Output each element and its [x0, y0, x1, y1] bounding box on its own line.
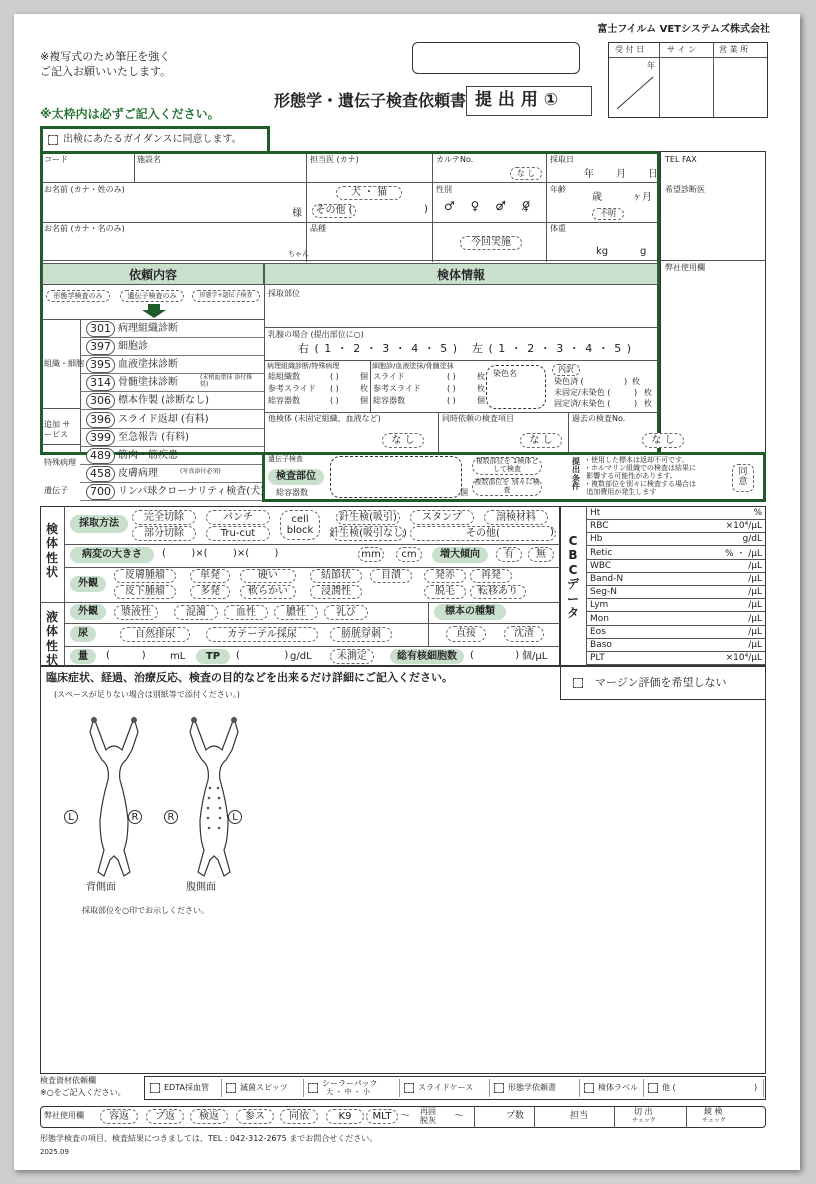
- stain-box[interactable]: [486, 365, 546, 409]
- species-other[interactable]: その他 (: [312, 204, 356, 218]
- age-years: 歳: [592, 192, 602, 203]
- material-5[interactable]: [582, 1079, 644, 1097]
- cbc-row-WBC[interactable]: [587, 560, 765, 573]
- method-opt2-0[interactable]: 部分切除: [132, 526, 196, 541]
- volume-input[interactable]: ( ): [106, 650, 146, 661]
- group-tissue: 組織・細胞: [44, 359, 84, 368]
- mark-note: 採取部位を○印でお示しください。: [82, 906, 209, 915]
- histo-row-input-2[interactable]: ( ): [330, 396, 339, 405]
- stain-row-input-1[interactable]: ): [634, 388, 638, 397]
- cbc-name-PLT: PLT: [590, 653, 605, 664]
- appearance-opt-5[interactable]: 発赤: [424, 569, 466, 583]
- histo-row-input-0[interactable]: ( ): [330, 372, 339, 381]
- office-use-label: 弊社使用欄: [665, 263, 705, 272]
- gene-containers-label: 総容器数: [276, 488, 308, 497]
- stain-row-input-2[interactable]: ): [634, 399, 638, 408]
- growth-yes[interactable]: 有: [496, 547, 522, 562]
- unit-cm[interactable]: cm: [396, 547, 422, 562]
- copy-label-box: [466, 86, 592, 116]
- nucleated-unit: 個/μL: [522, 651, 548, 662]
- arrow-down-icon: [142, 304, 166, 318]
- histo-row-label-1: 参考スライド: [268, 384, 316, 393]
- material-checkbox-6[interactable]: [648, 1083, 658, 1093]
- test-code-395: 395: [86, 357, 115, 373]
- reception-box: [608, 42, 768, 118]
- cbc-unit-RBC: ×10⁴/μL: [725, 521, 762, 532]
- method-opt-1[interactable]: パンチ: [206, 510, 270, 525]
- breakdown-label: 内訳: [552, 364, 580, 376]
- code-label: コード: [44, 155, 68, 164]
- tp-input[interactable]: ( ): [236, 650, 289, 661]
- test-code-314: 314: [86, 375, 115, 391]
- company-name: 富士フイルム VETシステムズ株式会社: [597, 24, 770, 35]
- chan-label: ちゃん: [288, 250, 309, 258]
- owner-label: お名前 (カナ・姓のみ): [44, 185, 125, 194]
- dog-diagram: [64, 710, 244, 900]
- condition-text: ・使用した標本は返却不可です。 ・ホルマリン組織での検査は結果に 影響する可能性があります。 ・複数部位を別々に検査する場合は 追加費用が発生します: [584, 456, 696, 497]
- cbc-unit-Ht: %: [753, 508, 762, 518]
- clinical-label: 臨床症状、経過、治療反応、検査の目的などを出来るだけ詳細にご記入ください。: [46, 671, 453, 684]
- vet-label: 希望診断医: [665, 185, 705, 194]
- material-label-5: 検体ラベル: [598, 1083, 638, 1092]
- material-label-0: EDTA採血管: [164, 1083, 209, 1092]
- stain-label: 染色名: [493, 369, 517, 378]
- fluid-props-label: 液体性状: [45, 610, 58, 668]
- material-6[interactable]: [646, 1079, 764, 1097]
- request-morph-only[interactable]: 形態学検査のみ: [46, 290, 110, 302]
- tilde-left: ～: [400, 1111, 410, 1122]
- species-other-end: ): [424, 204, 428, 215]
- office-check1-sub: チェック: [632, 1117, 656, 1124]
- cbc-name-Baso: Baso: [590, 640, 612, 650]
- gene-site-label: 検査部位: [268, 469, 324, 485]
- vet-column: [660, 151, 766, 455]
- test-code-399: 399: [86, 430, 115, 446]
- urine-label: 尿: [70, 626, 96, 642]
- same-request-none[interactable]: な し: [520, 433, 562, 448]
- weight-kg: kg: [596, 246, 609, 257]
- cbc-row-Lym[interactable]: [587, 599, 765, 612]
- tissue-props-label: 検体性状: [45, 522, 58, 580]
- appearance-opt-3[interactable]: 結節状: [310, 569, 362, 583]
- stain-row-unit-0: 枚: [632, 377, 640, 386]
- test-name-306: 標本作製 (診断なし): [118, 395, 209, 406]
- sex-options[interactable]: ♂ ♀ ♂̸ ♀̸: [444, 199, 537, 213]
- consent-text: 出検にあたるガイダンスに同意します。: [63, 134, 242, 145]
- cbc-name-Eos: Eos: [590, 626, 606, 637]
- stain-row-input-0[interactable]: ): [624, 377, 628, 386]
- appearance-opt-1[interactable]: 単発: [190, 569, 230, 583]
- test-row-489[interactable]: [80, 448, 264, 465]
- test-code-301: 301: [86, 321, 115, 337]
- cbc-unit-PLT: ×10⁴/μL: [725, 653, 762, 664]
- request-header: 依頼内容: [42, 263, 264, 285]
- nucleated-input[interactable]: ( ): [470, 650, 520, 661]
- reception-date-label: 受 付 日: [615, 45, 645, 54]
- cbc-unit-Baso: /μL: [748, 640, 762, 650]
- test-code-489: 489: [86, 448, 115, 464]
- required-note: ※太枠内は必ずご記入ください。: [40, 107, 220, 121]
- material-checkbox-5[interactable]: [584, 1083, 594, 1093]
- cbc-name-Ht: Ht: [590, 508, 601, 518]
- test-note-458: (写真添付必須): [180, 468, 221, 475]
- office-rebuild: 再固 脱灰: [420, 1107, 436, 1125]
- test-row-395[interactable]: [80, 357, 264, 374]
- cbc-name-Retic: Retic: [590, 547, 613, 558]
- material-checkbox-1[interactable]: [226, 1083, 236, 1093]
- date-code: 2025.09: [40, 1148, 69, 1156]
- group-special: 特殊病理: [44, 458, 76, 467]
- cbc-name-Hb: Hb: [590, 534, 603, 545]
- cbc-unit-Hb: g/dL: [742, 534, 762, 545]
- size-label: 病変の大きさ: [70, 547, 154, 563]
- tp-unit: g/dL: [290, 651, 312, 662]
- slash-mark: [613, 73, 657, 113]
- request-both[interactable]: 形態学+遺伝子検査: [192, 290, 260, 302]
- volume-label: 量: [70, 649, 96, 664]
- reception-sign-label: サ イ ン: [667, 45, 697, 54]
- age-months: ヶ月: [632, 192, 652, 203]
- dorsal-caption: 背側面: [86, 882, 116, 893]
- gene-label: 遺伝子検査: [268, 455, 303, 463]
- cbc-row-RBC[interactable]: [587, 520, 765, 533]
- material-checkbox-4[interactable]: [494, 1083, 504, 1093]
- same-request-label: 同時依頼の検査項目: [442, 414, 514, 423]
- breast-label: 乳腺の場合 (提出部位に○): [268, 330, 364, 339]
- cbc-row-Baso[interactable]: [587, 639, 765, 652]
- cbc-name-Mon: Mon: [590, 613, 609, 624]
- office-check2: 鏡 検: [704, 1107, 723, 1116]
- cbc-name-Seg-N: Seg-N: [590, 587, 617, 598]
- histo-row-unit-2: 個: [360, 396, 368, 405]
- karte-none[interactable]: な し: [510, 167, 542, 180]
- histo-row-label-2: 総容器数: [268, 396, 300, 405]
- copy-label: 提 出 用 ①: [475, 90, 559, 110]
- material-label-3: スライドケース: [418, 1083, 474, 1092]
- office-item-4[interactable]: 同依: [280, 1109, 318, 1124]
- appearance-opt2-1[interactable]: 多発: [190, 585, 230, 599]
- material-label-6: 他 (: [662, 1083, 676, 1092]
- appearance-opt2-2[interactable]: 軟らかい: [240, 585, 296, 599]
- test-name-700: リンパ球クローナリティ検査(犬): [118, 486, 265, 497]
- materials-label: 検査資材依頼欄: [40, 1076, 96, 1085]
- other-specimen-none[interactable]: な し: [382, 433, 424, 448]
- unit-mm[interactable]: mm: [358, 547, 384, 562]
- reception-office-label: 営 業 所: [719, 45, 749, 54]
- cyto-row-label-2: 総容器数: [373, 396, 405, 405]
- cbc-unit-Band-N: /μL: [748, 574, 762, 584]
- footer-text: 形態学検査の項目、検査結果につきましては、TEL : 042-312-2675 までお問合せください。: [40, 1134, 378, 1143]
- histo-row-label-0: 総組織数: [268, 372, 300, 381]
- urine-opt-0[interactable]: 自然排尿: [120, 627, 190, 642]
- fluid-app-opt-0[interactable]: 漿液性: [114, 605, 158, 620]
- id-box[interactable]: [412, 42, 580, 74]
- margin-checkbox[interactable]: [573, 678, 583, 688]
- margin-label: マージン評価を希望しない: [595, 676, 727, 689]
- kind-direct[interactable]: 直接: [446, 626, 486, 642]
- cbc-unit-Seg-N: /μL: [748, 587, 762, 598]
- appearance-opt2-0[interactable]: 皮下腫瘤: [114, 585, 176, 599]
- facility-label: 施設名: [137, 155, 161, 164]
- cbc-row-Ht[interactable]: [587, 507, 765, 520]
- stain-row-label-0: 染色済 (: [554, 377, 584, 386]
- material-1[interactable]: [224, 1079, 304, 1097]
- urine-opt-1[interactable]: カテーテル採尿: [206, 627, 318, 642]
- cbc-row-Eos[interactable]: [587, 626, 765, 639]
- test-name-458: 皮膚病理: [118, 468, 158, 479]
- weight-label: 体重: [550, 224, 566, 233]
- other-specimen-label: 他検体 (未固定組織、血液など): [268, 414, 381, 423]
- material-4[interactable]: [492, 1079, 580, 1097]
- tantou-label: 担当医 (カナ): [310, 155, 359, 164]
- cyto-row-label-1: 参考スライド: [373, 384, 421, 393]
- test-name-489: 筋肉・筋疾患: [118, 450, 178, 461]
- test-note-314: (末梢血塗抹 添付推奨): [200, 374, 253, 388]
- gene-site-input[interactable]: [330, 456, 462, 498]
- gene-multi-single[interactable]: 複数部位を 1検体として検査: [472, 457, 542, 475]
- growth-label: 増大傾向: [432, 547, 488, 563]
- volume-unit: mL: [170, 651, 186, 662]
- cyto-row-label-0: スライド: [373, 372, 405, 381]
- growth-no[interactable]: 無: [528, 547, 554, 562]
- material-label-1: 滅菌スピッツ: [240, 1083, 288, 1092]
- cyto-row-input-0[interactable]: ( ): [447, 372, 456, 381]
- material-2[interactable]: [306, 1079, 400, 1097]
- specimen-header: 検体情報: [264, 263, 658, 285]
- size-input[interactable]: ( )×( )×( ): [162, 548, 279, 559]
- kind-label: 標本の種類: [434, 604, 506, 620]
- sex-label: 性別: [436, 185, 452, 194]
- method-opt-2[interactable]: cell block: [280, 510, 320, 540]
- test-row-314[interactable]: [80, 375, 264, 392]
- histo-label: 病理組織診断/特殊病理: [267, 362, 340, 370]
- tp-label: TP: [196, 649, 230, 664]
- appearance-opt-2[interactable]: 硬い: [240, 569, 296, 583]
- breed-label: 品種: [310, 224, 326, 233]
- fluid-app-opt-2[interactable]: 血性: [224, 605, 268, 620]
- age-label: 年齢: [550, 185, 566, 194]
- dorsal-dog-icon: [90, 718, 138, 876]
- cyto-row-unit-0: 枚: [477, 372, 485, 381]
- cyto-row-unit-2: 個: [477, 396, 485, 405]
- appearance-opt-0[interactable]: 皮膚腫瘤: [114, 569, 176, 583]
- tp-unmeasured[interactable]: 未測定: [330, 649, 374, 664]
- test-code-397: 397: [86, 339, 115, 355]
- appearance-opt2-4[interactable]: 脱毛: [424, 585, 466, 599]
- ventral-dog-icon: [190, 718, 238, 876]
- cyto-row-input-2[interactable]: ( ): [447, 396, 456, 405]
- nucleated-label: 総有核細胞数: [390, 649, 464, 664]
- test-name-301: 病理組織診断: [118, 323, 178, 334]
- test-row-301[interactable]: [80, 321, 264, 338]
- method-opt-3[interactable]: 針生検(吸引): [336, 510, 400, 525]
- sama-label: 様: [292, 208, 302, 219]
- cbc-row-PLT[interactable]: [587, 652, 765, 665]
- telfax-label: TEL FAX: [665, 155, 697, 164]
- tilde-right: ～: [454, 1111, 464, 1122]
- appearance-opt2-3[interactable]: 浸潤性: [310, 585, 362, 599]
- material-checkbox-0[interactable]: [150, 1083, 160, 1093]
- office-item-5[interactable]: K9: [326, 1109, 364, 1124]
- office-pcount: プ数: [506, 1111, 525, 1121]
- cbc-row-Band-N[interactable]: [587, 573, 765, 586]
- group-extra: 追加 サービス: [44, 420, 71, 439]
- office-check1: 切 出: [634, 1107, 653, 1116]
- office-item-6[interactable]: MLT: [366, 1109, 398, 1124]
- test-row-396[interactable]: [80, 412, 264, 429]
- condition-label: 提出条件: [572, 457, 580, 492]
- cyto-row-unit-1: 枚: [477, 384, 485, 393]
- stain-row-label-2: 固定済/未染色 (: [554, 399, 611, 408]
- materials-note: ※○をご記入ください。: [40, 1088, 126, 1097]
- cbc-unit-Retic: % ・ /μL: [724, 549, 762, 560]
- stain-row-unit-1: 枚: [644, 388, 652, 397]
- request-form: [14, 14, 800, 1170]
- stain-row-label-1: 未固定/未染色 (: [554, 388, 611, 397]
- dorsal-left-marker: L: [64, 810, 78, 824]
- cbc-row-Hb[interactable]: [587, 533, 765, 546]
- test-code-396: 396: [86, 412, 115, 428]
- material-label-2: シーラーパック: [322, 1079, 378, 1088]
- test-name-314: 骨髄塗抹診断: [118, 377, 178, 388]
- ventral-caption: 腹側面: [186, 882, 216, 893]
- test-code-306: 306: [86, 393, 115, 409]
- gene-multi-separate[interactable]: 複数部位を 別々に検査: [472, 478, 542, 496]
- past-label: 過去の検査No.: [572, 414, 626, 423]
- fluid-app-opt-3[interactable]: 膿性: [274, 605, 318, 620]
- method-label: 採取方法: [70, 515, 128, 533]
- collect-date-label: 採取日: [550, 155, 574, 164]
- method-opt2-1[interactable]: Tru-cut: [206, 526, 270, 541]
- collect-year: 年: [584, 169, 594, 180]
- histo-row-input-1[interactable]: ( ): [330, 384, 339, 393]
- test-row-306[interactable]: [80, 393, 264, 410]
- material-checkbox-2[interactable]: [308, 1083, 318, 1093]
- material-label-4: 形態学依頼書: [508, 1083, 556, 1092]
- pet-label: お名前 (カナ・名のみ): [44, 224, 125, 233]
- test-row-458[interactable]: [80, 466, 264, 483]
- margin-box: [560, 666, 766, 700]
- kind-sediment[interactable]: 沈渣: [504, 626, 544, 642]
- material-checkbox-3[interactable]: [404, 1083, 414, 1093]
- cyto-label: 細胞診/血液塗抹/骨髄塗抹: [372, 362, 454, 370]
- cbc-name-Band-N: Band-N: [590, 574, 624, 584]
- consent-box: [40, 126, 270, 154]
- cbc-label: CBCデータ: [566, 534, 579, 620]
- office-row-label: 弊社使用欄: [44, 1111, 84, 1120]
- ventral-right-marker: R: [164, 810, 178, 824]
- test-row-399[interactable]: [80, 430, 264, 447]
- appearance-opt-6[interactable]: 再発: [470, 569, 512, 583]
- gene-ko: 個: [460, 488, 468, 497]
- cbc-unit-WBC: /μL: [748, 560, 762, 571]
- cbc-unit-Eos: /μL: [748, 626, 762, 637]
- test-code-458: 458: [86, 466, 115, 482]
- test-name-395: 血液塗抹診断: [118, 359, 178, 370]
- collect-day: 日: [648, 169, 658, 180]
- method-opt-4[interactable]: スタンプ: [410, 510, 474, 525]
- test-name-399: 至急報告 (有料): [118, 432, 189, 443]
- fluid-appearance-label: 外観: [70, 604, 106, 620]
- material-sizes: 大 ・ 中 ・ 小: [326, 1088, 370, 1096]
- species-options[interactable]: 犬 ・ 猫: [336, 186, 402, 200]
- office-item-0[interactable]: 容返: [100, 1109, 138, 1124]
- histo-row-unit-0: 個: [360, 372, 368, 381]
- request-gene-only[interactable]: 遺伝子検査のみ: [120, 290, 184, 302]
- method-opt-0[interactable]: 完全切除: [132, 510, 196, 525]
- ventral-left-marker: L: [228, 810, 242, 824]
- office-item-2[interactable]: 検返: [190, 1109, 228, 1124]
- cbc-name-RBC: RBC: [590, 521, 609, 532]
- appearance-opt2-5[interactable]: 転移あり: [470, 585, 526, 599]
- office-tantou: 担当: [570, 1111, 589, 1121]
- test-row-700[interactable]: [80, 484, 264, 501]
- method-opt2-2[interactable]: 針生検(吸引なし): [332, 526, 404, 541]
- weight-g: g: [640, 246, 647, 257]
- past-none[interactable]: な し: [642, 433, 684, 448]
- method-opt2-3[interactable]: その他(: [410, 526, 556, 541]
- test-code-700: 700: [86, 484, 115, 500]
- cyto-row-input-1[interactable]: ( ): [447, 384, 456, 393]
- cbc-unit-Mon: /μL: [748, 613, 762, 624]
- test-row-397[interactable]: [80, 339, 264, 356]
- reception-year-label: 年: [647, 61, 655, 70]
- age-unknown[interactable]: 不明: [592, 208, 624, 220]
- office-item-1[interactable]: プ返: [146, 1109, 184, 1124]
- office-check2-sub: チェック: [702, 1117, 726, 1124]
- stain-row-unit-2: 枚: [644, 399, 652, 408]
- material-0[interactable]: [148, 1079, 222, 1097]
- group-gene: 遺伝子: [44, 486, 68, 495]
- cbc-row-Seg-N[interactable]: [587, 586, 765, 599]
- agree-checkbox[interactable]: 同 意: [732, 464, 754, 492]
- materials-end: ): [754, 1083, 758, 1092]
- cbc-name-WBC: WBC: [590, 560, 612, 571]
- cbc-unit-Lym: /μL: [748, 600, 762, 611]
- this-time-option[interactable]: 今回実施: [460, 236, 522, 250]
- appearance-label: 外観: [70, 576, 106, 592]
- cbc-row-Mon[interactable]: [587, 613, 765, 626]
- appearance-opt-4[interactable]: 自潰: [370, 569, 412, 583]
- test-name-396: スライド返却 (有料): [118, 414, 209, 425]
- breast-right[interactable]: 右 ( 1 ・ 2 ・ 3 ・ 4 ・ 5 ): [298, 342, 459, 355]
- test-name-397: 細胞診: [118, 341, 148, 352]
- consent-checkbox[interactable]: [48, 135, 58, 145]
- material-3[interactable]: [402, 1079, 490, 1097]
- clinical-note: (スペースが足りない場合は別紙等で添付ください。): [54, 690, 240, 699]
- fluid-app-opt-1[interactable]: 混濁: [174, 605, 218, 620]
- dorsal-right-marker: R: [128, 810, 142, 824]
- method-opt-5[interactable]: 剖検材料: [484, 510, 548, 525]
- site-label: 採取部位: [268, 289, 300, 298]
- breast-left[interactable]: 左 ( 1 ・ 2 ・ 3 ・ 4 ・ 5 ): [472, 342, 633, 355]
- cbc-row-Retic[interactable]: [587, 547, 765, 560]
- urine-opt-2[interactable]: 膀胱穿刺: [330, 627, 392, 642]
- karte-label: カルテNo.: [436, 155, 474, 164]
- notice: ※複写式のため筆圧を強く ご記入お願いいたします。: [40, 50, 172, 78]
- fluid-app-opt-4[interactable]: 乳び: [324, 605, 368, 620]
- collect-month: 月: [616, 169, 626, 180]
- method-other-end: ): [550, 527, 554, 538]
- form-title: 形態学・遺伝子検査依頼書: [274, 91, 467, 110]
- office-item-3[interactable]: 参ス: [236, 1109, 274, 1124]
- cbc-name-Lym: Lym: [590, 600, 609, 611]
- histo-row-unit-1: 枚: [360, 384, 368, 393]
